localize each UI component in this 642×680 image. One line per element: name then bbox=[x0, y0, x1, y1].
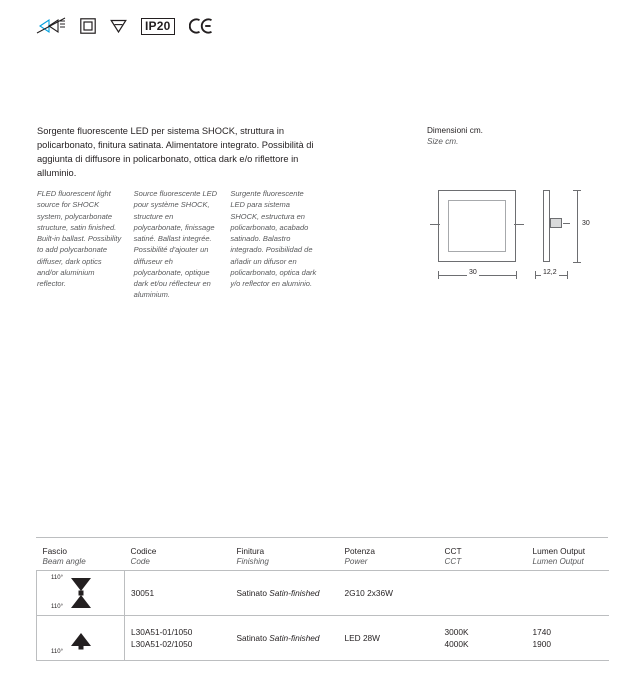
code-value: L30A51-02/1050 bbox=[131, 639, 193, 650]
cct-cell bbox=[439, 571, 527, 616]
header-code: Codice Code bbox=[130, 546, 157, 567]
side-width-label: 12,2 bbox=[543, 269, 557, 276]
lumen-cell bbox=[527, 616, 609, 661]
finishing-it: Satinato bbox=[236, 632, 267, 643]
table-row bbox=[37, 571, 609, 616]
beam-angle-bottom-label: 110° bbox=[51, 604, 63, 611]
front-view-inner-frame bbox=[448, 200, 506, 252]
side-width-cap-left bbox=[535, 271, 536, 279]
ce-mark-icon bbox=[189, 18, 213, 34]
finishing-en: Satin-finished bbox=[269, 587, 320, 598]
finishing-it: Satinato bbox=[236, 587, 267, 598]
description-italian: Sorgente fluorescente LED per sistema SHOCK, struttura in policarbonato, finitura satinata. Alimentatore integrato. Possibilità di aggiunta di diffusore in policarbonato, ottica dark e/o riflettore in alluminio. bbox=[37, 126, 314, 179]
dimensions-title: Dimensioni cm. bbox=[427, 126, 483, 135]
front-width-dimline-cap-left bbox=[438, 271, 439, 279]
finishing-cell bbox=[231, 571, 339, 616]
side-height-dimline bbox=[577, 190, 578, 262]
beam-angle-bottom-label: 110° bbox=[51, 649, 63, 656]
side-view-drawing bbox=[543, 190, 550, 262]
power-cell: LED 28W bbox=[339, 616, 439, 661]
header-cct: CCT CCT bbox=[444, 546, 462, 567]
product-variants-table bbox=[36, 538, 609, 661]
side-width-cap-right bbox=[567, 271, 568, 279]
header-lumen-output: Lumen Output Lumen Output bbox=[532, 546, 586, 567]
front-view-drawing bbox=[438, 190, 516, 262]
side-height-cap-bottom bbox=[573, 262, 581, 263]
lumen-cell bbox=[527, 571, 609, 616]
beam-diagram bbox=[41, 618, 120, 658]
code-value: 30051 bbox=[131, 587, 155, 598]
front-width-dimline-cap-right bbox=[516, 271, 517, 279]
code-cell bbox=[125, 571, 231, 616]
description-spanish: Surgente fluorescente LED para sistema SHOCK, estructura en policarbonato, acabado satinado. Balastro integrado. Posibilidad de añadir un difusor en policarbonato, optica dark y/o reflector en aluminio. bbox=[230, 189, 317, 288]
beam-diagram bbox=[41, 573, 120, 613]
cct-value: 3000K bbox=[444, 626, 469, 637]
side-height-cap-top bbox=[573, 190, 581, 191]
description-english: FLED fluorescent light source for SHOCK system, polycarbonate structure, satin finished. Built-in ballast. Possibility to add polycarbonate diffuser, dark optics and/or aluminium reflector. bbox=[37, 189, 122, 288]
header-finishing: Finitura Finishing bbox=[236, 546, 269, 567]
power-cell: 2G10 2x36W bbox=[339, 571, 439, 616]
filter-triangle-icon bbox=[110, 18, 127, 34]
front-view-tick-right bbox=[514, 224, 524, 225]
lumen-value: 1900 bbox=[532, 639, 551, 650]
header-power: Potenza Power bbox=[344, 546, 375, 567]
description-french: Source fluorescente LED pour système SHOCK, structure en polycarbonate, finissage satiné. Ballast integrée. Possibilité d'ajouter un diffuseur eh polycarbonate, optique dark et/ou réflecteur en aluminium. bbox=[133, 189, 218, 300]
icon-strip bbox=[36, 12, 213, 40]
table-row bbox=[37, 616, 609, 661]
code-cell bbox=[125, 616, 231, 661]
finishing-en: Satin-finished bbox=[269, 632, 320, 643]
class-ii-icon bbox=[80, 18, 96, 34]
code-value: L30A51-01/1050 bbox=[131, 626, 193, 637]
description-translations bbox=[37, 188, 327, 301]
technical-drawings bbox=[425, 180, 625, 290]
side-view-driver-box bbox=[550, 218, 562, 228]
side-height-label: 30 bbox=[582, 220, 590, 227]
front-view-tick-left bbox=[430, 224, 440, 225]
ip-rating-badge: IP20 bbox=[141, 18, 175, 35]
beam-angle-cell bbox=[37, 616, 125, 661]
beam-single-icon bbox=[68, 625, 94, 651]
cct-value: 4000K bbox=[444, 639, 469, 650]
cct-cell bbox=[439, 616, 527, 661]
front-width-label: 30 bbox=[469, 269, 477, 276]
beam-double-icon bbox=[68, 576, 94, 610]
beam-angle-top-label: 110° bbox=[51, 575, 63, 582]
dimensions-heading bbox=[427, 125, 483, 147]
dimensions-subtitle: Size cm. bbox=[427, 137, 459, 147]
finishing-cell bbox=[231, 616, 339, 661]
lumen-value: 1740 bbox=[532, 626, 551, 637]
beam-angle-cell bbox=[37, 571, 125, 616]
no-dimming-icon bbox=[36, 17, 66, 35]
table-header-row bbox=[37, 538, 609, 571]
header-beam-angle: Fascio Beam angle bbox=[42, 546, 86, 567]
